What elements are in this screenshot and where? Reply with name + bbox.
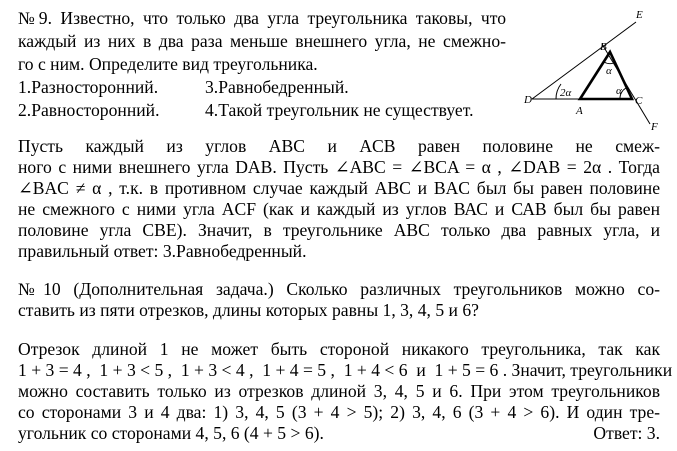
triangle-figure xyxy=(520,4,670,134)
label-a: A xyxy=(576,105,583,117)
solution10-line-3: можно составить только из отрезков длиной 3, 4, 5 и 6. При этом треугольников xyxy=(18,381,660,401)
problem10-line-2: ставить из пяти отрезков, длины которых равны 1, 3, 4, 5 и 6? xyxy=(18,300,479,320)
solution9-line-2: ного с ними внешнего угла DAB. Пусть ∠ABC = ∠BCA = α , ∠DAB = 2α . Тогда xyxy=(18,157,660,177)
label-b: B xyxy=(600,41,607,53)
label-d: D xyxy=(524,94,532,106)
solution9-line-6: правильный ответ: 3.Равнобедренный. xyxy=(18,241,307,261)
label-2a: 2α xyxy=(560,87,572,99)
solution10-line-2: 1 + 3 = 4 , 1 + 3 < 5 , 1 + 3 < 4 , 1 + 4 = 5 , 1 + 4 < 6 и 1 + 5 = 6 . Значит, треугольники xyxy=(18,360,673,380)
problem9-line-3: го с ним. Определите вид треугольника. xyxy=(18,54,318,74)
solution10-line-4: со сторонами 3 и 4 два: 1) 3, 4, 5 (3 + 4 > 5); 2) 3, 4, 6 (3 + 4 > 6). И один тре- xyxy=(18,402,660,422)
problem9-line-2: каждый из них в два раза меньше внешнего угла, не смежно- xyxy=(18,31,506,51)
option-2: 2.Равносторонний. xyxy=(18,100,160,120)
solution10-line-5: угольник со сторонами 4, 5, 6 (4 + 5 > 6). xyxy=(18,423,324,443)
label-f: F xyxy=(651,121,658,133)
label-c: C xyxy=(635,95,643,107)
solution9-line-3: ∠BAC ≠ α , т.к. в противном случае каждый ABC и BAC был бы равен половине xyxy=(18,178,660,198)
option-1: 1.Разносторонний. xyxy=(18,77,159,97)
label-a-right: α xyxy=(616,85,622,97)
label-e: E xyxy=(636,9,643,21)
solution9-line-1: Пусть каждый из углов ABC и ACB равен половине не смеж- xyxy=(18,136,660,156)
solution10-line-1: Отрезок длиной 1 не может быть стороной никакого треугольника, так как xyxy=(18,339,660,359)
solution9-line-4: не смежного с ними угла ACF (как и каждый из углов ВАС и САВ был бы равен xyxy=(18,199,660,219)
problem9-line-1: №9. Известно, что только два угла треугольника таковы, что xyxy=(18,8,506,28)
problem10-line-1: №10 (Дополнительная задача.) Сколько различных треугольников можно со- xyxy=(18,279,660,299)
option-3: 3.Равнобедренный. xyxy=(205,77,349,97)
option-4: 4.Такой треугольник не существует. xyxy=(205,100,474,120)
solution9-line-5: половине угла CBE). Значит, в треугольнике АВС только два равных угла, и xyxy=(18,220,660,240)
label-a-top: α xyxy=(606,65,612,77)
answer10: Ответ: 3. xyxy=(593,423,660,443)
